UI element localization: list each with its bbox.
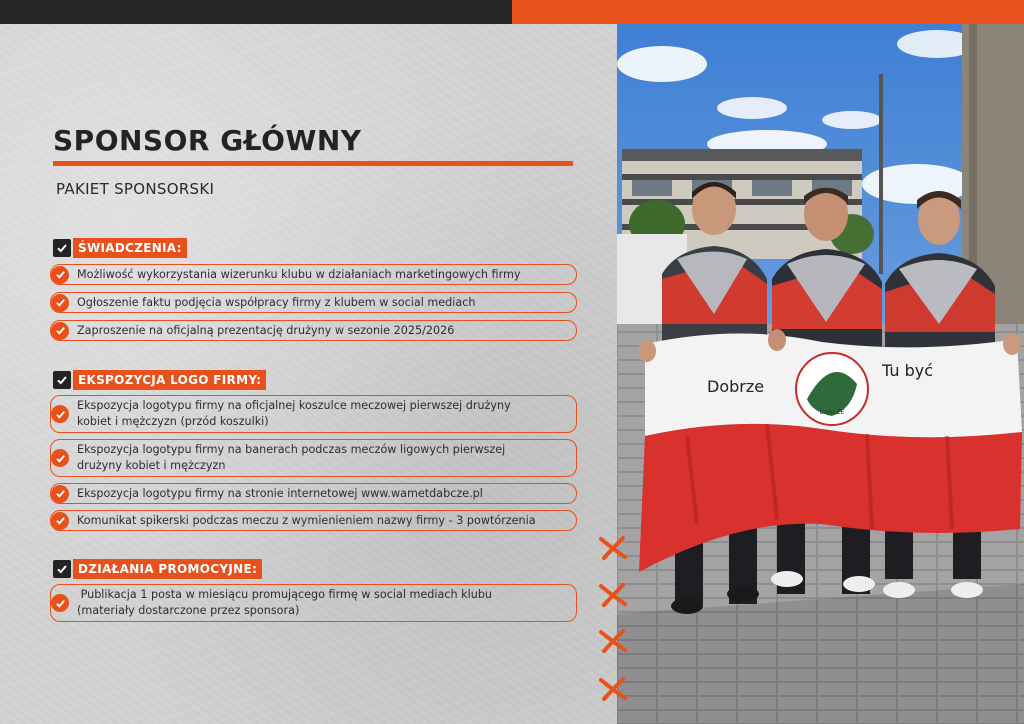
list-item-text: Ekspozycja logotypu firmy na stronie internetowej www.wametdabcze.pl [77, 486, 483, 500]
check-icon [53, 560, 71, 578]
list-item [50, 510, 577, 531]
check-icon [53, 371, 71, 389]
section-header-benefits [53, 238, 187, 258]
list-item-text: Ekspozycja logotypu firmy na banerach podczas meczów ligowych pierwszej drużyny kobiet i mężczyzn [77, 443, 506, 472]
list-item [50, 395, 577, 433]
team-photo [617, 24, 1024, 724]
check-icon [51, 594, 69, 612]
list-item-text: Możliwość wykorzystania wizerunku klubu w działaniach marketingowych firmy [77, 267, 521, 281]
x-mark-icon [596, 676, 630, 702]
list-item [50, 292, 577, 313]
page-title: SPONSOR GŁÓWNY [53, 124, 362, 157]
check-icon [51, 449, 69, 467]
section-label: EKSPOZYCJA LOGO FIRMY: [73, 370, 266, 390]
page-subtitle: PAKIET SPONSORSKI [56, 180, 215, 198]
list-item-text: Zaproszenie na oficjalną prezentację drużyny w sezonie 2025/2026 [77, 323, 455, 337]
flag-text-right: Tu być [882, 361, 933, 380]
section-header-promotion [53, 559, 262, 579]
check-icon [51, 405, 69, 423]
check-icon [51, 485, 69, 503]
list-item [50, 264, 577, 285]
list-item [50, 439, 577, 477]
section-label: DZIAŁANIA PROMOCYJNE: [73, 559, 262, 579]
title-underline [53, 161, 573, 166]
list-item-text: Komunikat spikerski podczas meczu z wymienieniem nazwy firmy - 3 powtórzenia [77, 513, 536, 527]
x-mark-icon [596, 582, 630, 608]
section-header-logo-exposure [53, 370, 266, 390]
list-item [50, 320, 577, 341]
x-mark-icon [596, 628, 630, 654]
check-icon [51, 322, 69, 340]
list-item-text: Publikacja 1 posta w miesiącu promującego firmę w social mediach klubu (materiały dostarczone przez sponsora) [77, 588, 496, 617]
list-item [50, 483, 577, 504]
flag-text-left: Dobrze [707, 377, 765, 396]
list-item [50, 584, 577, 622]
check-icon [53, 239, 71, 257]
check-icon [51, 512, 69, 530]
list-item-text: Ogłoszenie faktu podjęcia współpracy firmy z klubem w social mediach [77, 295, 476, 309]
check-icon [51, 294, 69, 312]
check-icon [51, 266, 69, 284]
x-mark-icon [596, 535, 630, 561]
flag-logo-text: DĄBCZE [819, 409, 845, 416]
top-bar-dark [0, 0, 512, 24]
section-label: ŚWIADCZENIA: [73, 238, 187, 258]
top-bar-accent [512, 0, 1024, 24]
list-item-text: Ekspozycja logotypu firmy na oficjalnej koszulce meczowej pierwszej drużyny kobiet i mężczyzn (przód koszulki) [77, 399, 511, 428]
